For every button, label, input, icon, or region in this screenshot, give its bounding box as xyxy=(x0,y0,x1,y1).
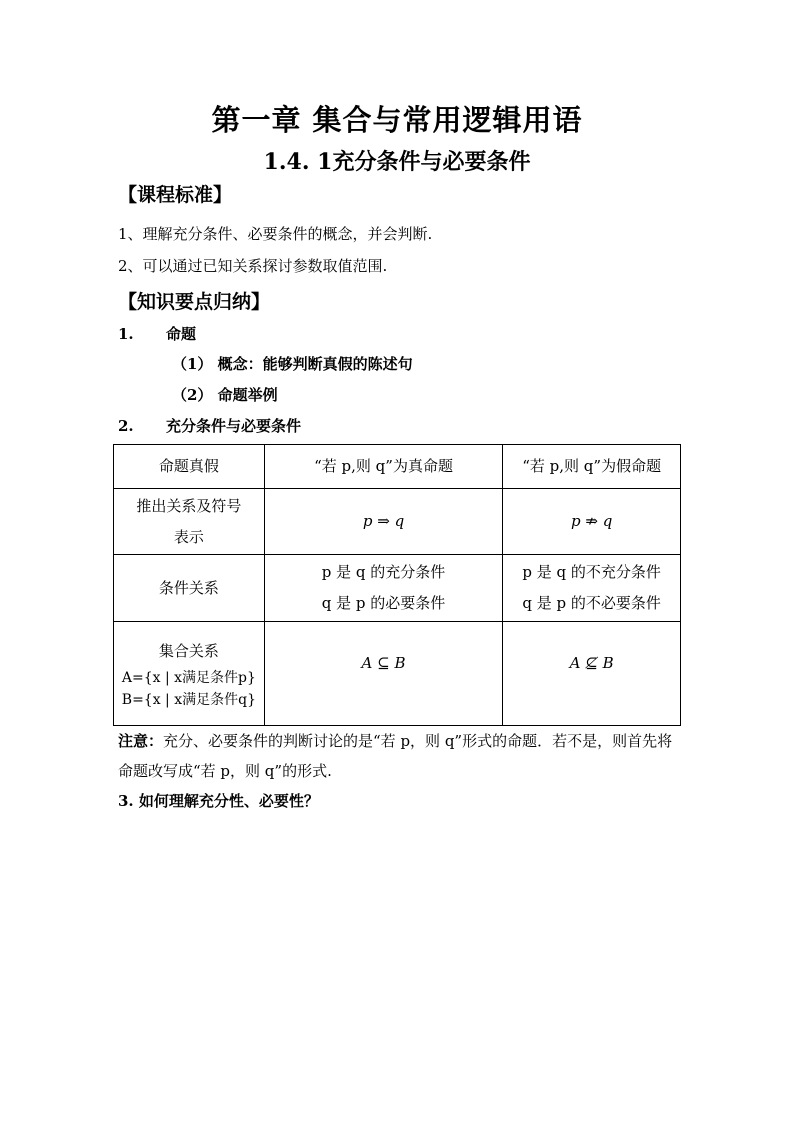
sub-label: 命题举例 xyxy=(217,386,278,404)
note-text: 充分、必要条件的判断讨论的是“若 p，则 q”形式的命题．若不是，则首先将命题改写成“若 p，则 q”的形式. xyxy=(118,732,673,780)
table-row xyxy=(114,555,681,622)
item-number: 1. xyxy=(118,325,134,343)
note-label: 注意： xyxy=(118,732,164,750)
table-header-cell: 命题真假 xyxy=(114,445,265,489)
table-row xyxy=(114,622,681,726)
knowledge-sub-2 xyxy=(172,384,278,405)
course-standard-heading: 【课程标准】 xyxy=(118,184,233,206)
item-label: 充分条件与必要条件 xyxy=(166,417,302,435)
set-a-definition: A={x | x满足条件p} xyxy=(121,670,256,686)
note-paragraph xyxy=(118,726,678,786)
knowledge-item-2 xyxy=(118,415,301,436)
table-header-cell: “若 p,则 q”为真命题 xyxy=(264,445,503,489)
table-cell: p ⇏ q xyxy=(503,489,681,555)
cell-line: 集合关系 xyxy=(158,642,219,660)
table-cell xyxy=(264,555,503,622)
item-number: 2. xyxy=(118,417,134,435)
knowledge-sub-1 xyxy=(172,353,413,374)
knowledge-item-1 xyxy=(118,323,196,344)
sub-number: （1） xyxy=(172,355,213,373)
item-label: 命题 xyxy=(166,325,197,343)
table-row xyxy=(114,445,681,489)
table-cell: p ⇒ q xyxy=(264,489,503,555)
course-standard-item-1: 1、理解充分条件、必要条件的概念，并会判断. xyxy=(118,225,433,243)
table-row-label: 条件关系 xyxy=(114,555,265,622)
set-b-definition: B={x | x满足条件q} xyxy=(121,692,256,708)
table-cell xyxy=(503,555,681,622)
table-header-cell: “若 p,则 q”为假命题 xyxy=(503,445,681,489)
sub-number: （2） xyxy=(172,386,213,404)
table-row xyxy=(114,489,681,555)
knowledge-item-3: 3. 如何理解充分性、必要性？ xyxy=(118,792,319,810)
course-standard-item-2: 2、可以通过已知关系探讨参数取值范围. xyxy=(118,257,388,275)
table-cell: A ⊈ B xyxy=(503,622,681,726)
table-row-label: 推出关系及符号表示 xyxy=(114,489,265,555)
cell-line: p 是 q 的不充分条件 xyxy=(522,563,661,581)
cell-line: q 是 p 的不必要条件 xyxy=(522,594,661,612)
conditions-table xyxy=(113,444,681,726)
chapter-title: 第一章 集合与常用逻辑用语 xyxy=(211,103,583,137)
cell-line: p 是 q 的充分条件 xyxy=(321,563,446,581)
cell-line: q 是 p 的必要条件 xyxy=(321,594,446,612)
sub-label: 概念：能够判断真假的陈述句 xyxy=(217,355,413,373)
section-title: 1.4. 1充分条件与必要条件 xyxy=(263,149,531,175)
table-row-label xyxy=(114,622,265,726)
knowledge-heading: 【知识要点归纳】 xyxy=(118,291,271,313)
table-cell: A ⊆ B xyxy=(264,622,503,726)
